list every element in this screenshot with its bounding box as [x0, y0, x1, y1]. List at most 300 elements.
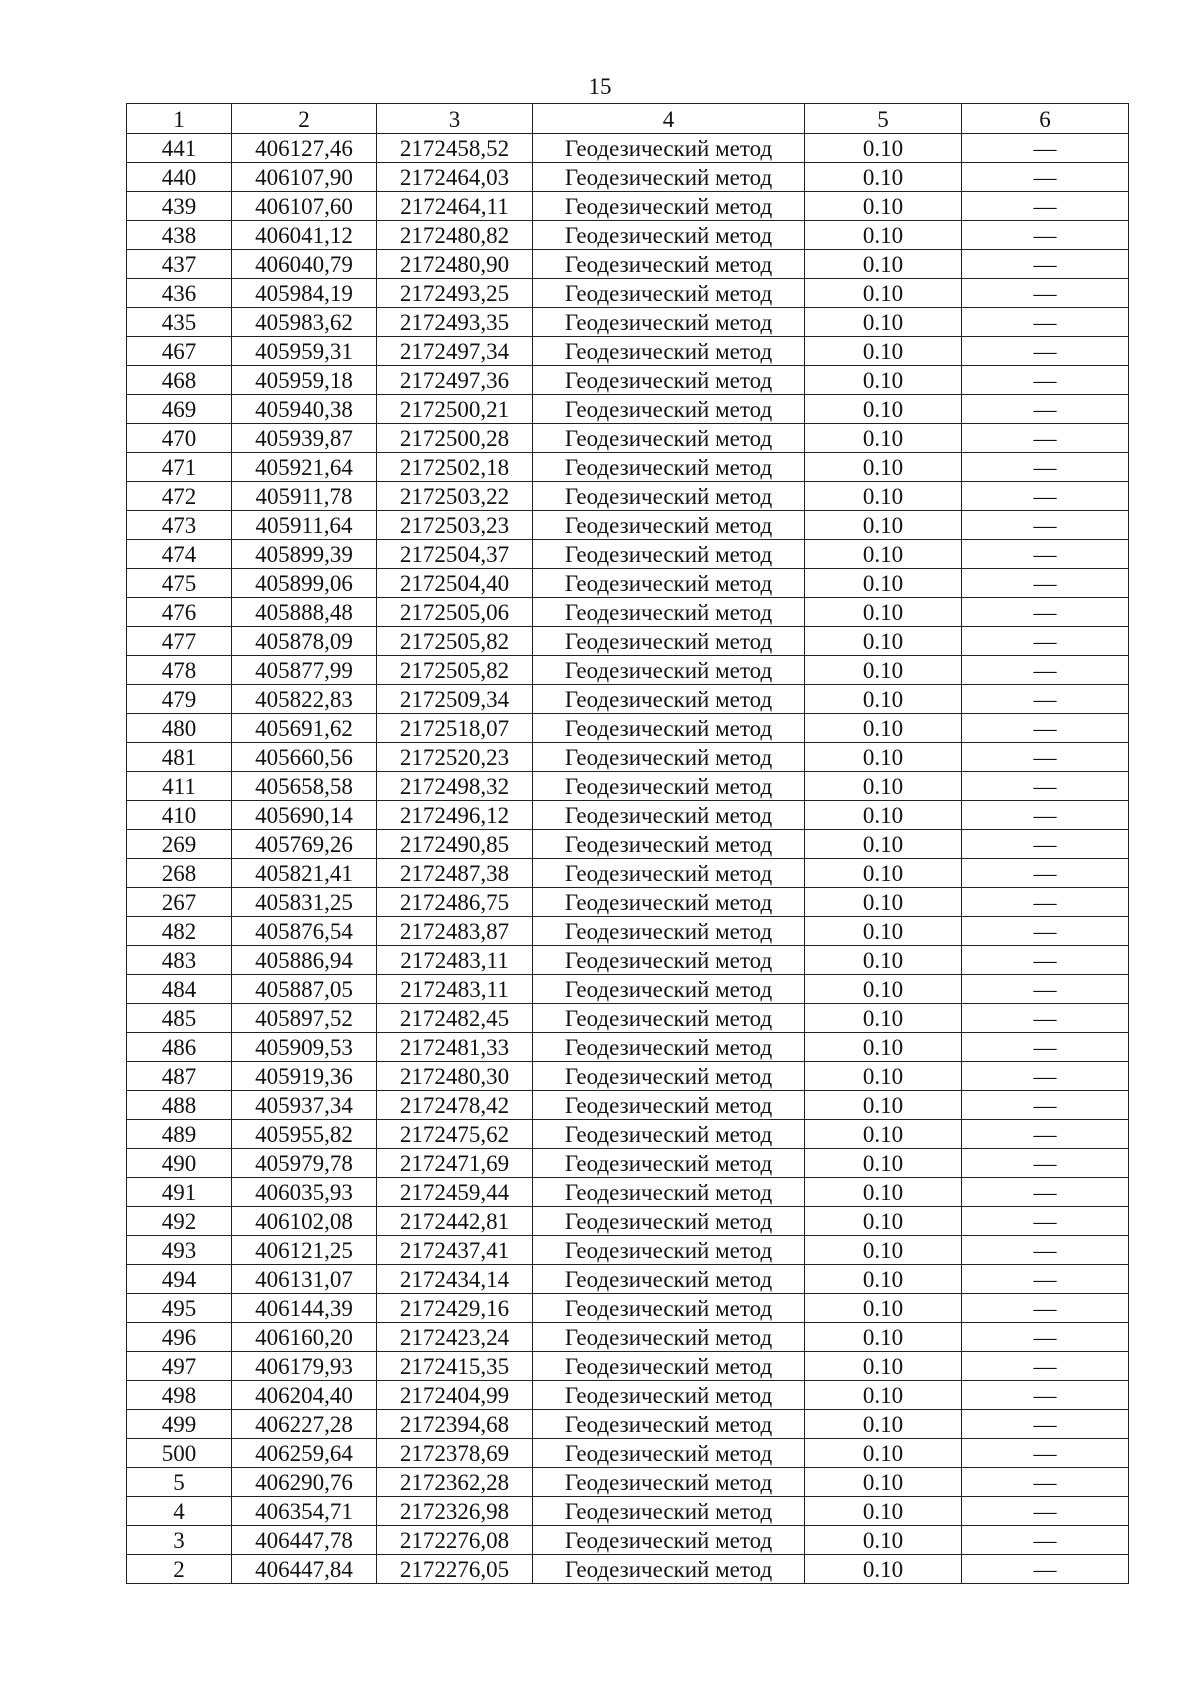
- note-cell: —: [962, 1410, 1129, 1439]
- accuracy-cell: 0.10: [805, 163, 962, 192]
- x-coordinate-cell: 405831,25: [232, 888, 377, 917]
- x-coordinate-cell: 405911,78: [232, 482, 377, 511]
- table-row: [127, 250, 1129, 279]
- table-header: [127, 104, 1129, 134]
- x-coordinate-cell: 405822,83: [232, 685, 377, 714]
- x-coordinate-cell: 405937,34: [232, 1091, 377, 1120]
- point-number-cell: 268: [127, 859, 232, 888]
- method-cell: Геодезический метод: [533, 1555, 805, 1584]
- table-row: [127, 888, 1129, 917]
- x-coordinate-cell: 406447,84: [232, 1555, 377, 1584]
- point-number-cell: 480: [127, 714, 232, 743]
- accuracy-cell: 0.10: [805, 917, 962, 946]
- y-coordinate-cell: 2172505,82: [377, 656, 533, 685]
- x-coordinate-cell: 405690,14: [232, 801, 377, 830]
- point-number-cell: 484: [127, 975, 232, 1004]
- method-cell: Геодезический метод: [533, 366, 805, 395]
- note-cell: —: [962, 1323, 1129, 1352]
- y-coordinate-cell: 2172378,69: [377, 1439, 533, 1468]
- x-coordinate-cell: 405821,41: [232, 859, 377, 888]
- table-row: [127, 279, 1129, 308]
- note-cell: —: [962, 1439, 1129, 1468]
- point-number-cell: 440: [127, 163, 232, 192]
- note-cell: —: [962, 279, 1129, 308]
- x-coordinate-cell: 405984,19: [232, 279, 377, 308]
- accuracy-cell: 0.10: [805, 888, 962, 917]
- point-number-cell: 467: [127, 337, 232, 366]
- y-coordinate-cell: 2172475,62: [377, 1120, 533, 1149]
- accuracy-cell: 0.10: [805, 1207, 962, 1236]
- table-row: [127, 917, 1129, 946]
- method-cell: Геодезический метод: [533, 540, 805, 569]
- accuracy-cell: 0.10: [805, 1294, 962, 1323]
- accuracy-cell: 0.10: [805, 830, 962, 859]
- table-row: [127, 1323, 1129, 1352]
- note-cell: —: [962, 1178, 1129, 1207]
- y-coordinate-cell: 2172480,82: [377, 221, 533, 250]
- point-number-cell: 469: [127, 395, 232, 424]
- y-coordinate-cell: 2172437,41: [377, 1236, 533, 1265]
- note-cell: —: [962, 946, 1129, 975]
- x-coordinate-cell: 406447,78: [232, 1526, 377, 1555]
- y-coordinate-cell: 2172496,12: [377, 801, 533, 830]
- point-number-cell: 474: [127, 540, 232, 569]
- y-coordinate-cell: 2172518,07: [377, 714, 533, 743]
- accuracy-cell: 0.10: [805, 337, 962, 366]
- header-cell-6: 6: [962, 104, 1129, 134]
- point-number-cell: 438: [127, 221, 232, 250]
- table-row: [127, 337, 1129, 366]
- accuracy-cell: 0.10: [805, 1497, 962, 1526]
- x-coordinate-cell: 406160,20: [232, 1323, 377, 1352]
- table-row: [127, 1091, 1129, 1120]
- y-coordinate-cell: 2172276,05: [377, 1555, 533, 1584]
- method-cell: Геодезический метод: [533, 250, 805, 279]
- x-coordinate-cell: 405939,87: [232, 424, 377, 453]
- y-coordinate-cell: 2172500,21: [377, 395, 533, 424]
- table-row: [127, 540, 1129, 569]
- point-number-cell: 497: [127, 1352, 232, 1381]
- accuracy-cell: 0.10: [805, 1062, 962, 1091]
- point-number-cell: 267: [127, 888, 232, 917]
- method-cell: Геодезический метод: [533, 743, 805, 772]
- method-cell: Геодезический метод: [533, 656, 805, 685]
- x-coordinate-cell: 406290,76: [232, 1468, 377, 1497]
- accuracy-cell: 0.10: [805, 134, 962, 163]
- method-cell: Геодезический метод: [533, 830, 805, 859]
- method-cell: Геодезический метод: [533, 859, 805, 888]
- note-cell: —: [962, 772, 1129, 801]
- header-cell-5: 5: [805, 104, 962, 134]
- note-cell: —: [962, 714, 1129, 743]
- x-coordinate-cell: 405886,94: [232, 946, 377, 975]
- table-row: [127, 801, 1129, 830]
- x-coordinate-cell: 405921,64: [232, 453, 377, 482]
- y-coordinate-cell: 2172276,08: [377, 1526, 533, 1555]
- point-number-cell: 476: [127, 598, 232, 627]
- point-number-cell: 483: [127, 946, 232, 975]
- point-number-cell: 487: [127, 1062, 232, 1091]
- accuracy-cell: 0.10: [805, 279, 962, 308]
- accuracy-cell: 0.10: [805, 453, 962, 482]
- method-cell: Геодезический метод: [533, 975, 805, 1004]
- y-coordinate-cell: 2172509,34: [377, 685, 533, 714]
- table-row: [127, 1555, 1129, 1584]
- note-cell: —: [962, 453, 1129, 482]
- accuracy-cell: 0.10: [805, 1033, 962, 1062]
- method-cell: Геодезический метод: [533, 1033, 805, 1062]
- y-coordinate-cell: 2172487,38: [377, 859, 533, 888]
- x-coordinate-cell: 406179,93: [232, 1352, 377, 1381]
- y-coordinate-cell: 2172481,33: [377, 1033, 533, 1062]
- point-number-cell: 489: [127, 1120, 232, 1149]
- table-row: [127, 395, 1129, 424]
- point-number-cell: 411: [127, 772, 232, 801]
- table-row: [127, 1294, 1129, 1323]
- y-coordinate-cell: 2172483,11: [377, 946, 533, 975]
- table-row: [127, 975, 1129, 1004]
- table-row: [127, 1468, 1129, 1497]
- y-coordinate-cell: 2172429,16: [377, 1294, 533, 1323]
- accuracy-cell: 0.10: [805, 540, 962, 569]
- method-cell: Геодезический метод: [533, 627, 805, 656]
- y-coordinate-cell: 2172464,03: [377, 163, 533, 192]
- accuracy-cell: 0.10: [805, 1381, 962, 1410]
- point-number-cell: 269: [127, 830, 232, 859]
- x-coordinate-cell: 405955,82: [232, 1120, 377, 1149]
- table-row: [127, 598, 1129, 627]
- y-coordinate-cell: 2172483,11: [377, 975, 533, 1004]
- x-coordinate-cell: 405911,64: [232, 511, 377, 540]
- note-cell: —: [962, 366, 1129, 395]
- point-number-cell: 473: [127, 511, 232, 540]
- point-number-cell: 500: [127, 1439, 232, 1468]
- point-number-cell: 3: [127, 1526, 232, 1555]
- y-coordinate-cell: 2172464,11: [377, 192, 533, 221]
- table-row: [127, 685, 1129, 714]
- note-cell: —: [962, 888, 1129, 917]
- point-number-cell: 493: [127, 1236, 232, 1265]
- x-coordinate-cell: 405691,62: [232, 714, 377, 743]
- note-cell: —: [962, 1468, 1129, 1497]
- table-row: [127, 1004, 1129, 1033]
- note-cell: —: [962, 975, 1129, 1004]
- point-number-cell: 477: [127, 627, 232, 656]
- y-coordinate-cell: 2172493,25: [377, 279, 533, 308]
- x-coordinate-cell: 405899,06: [232, 569, 377, 598]
- x-coordinate-cell: 405940,38: [232, 395, 377, 424]
- note-cell: —: [962, 917, 1129, 946]
- y-coordinate-cell: 2172459,44: [377, 1178, 533, 1207]
- accuracy-cell: 0.10: [805, 1555, 962, 1584]
- y-coordinate-cell: 2172505,06: [377, 598, 533, 627]
- note-cell: —: [962, 801, 1129, 830]
- method-cell: Геодезический метод: [533, 1178, 805, 1207]
- method-cell: Геодезический метод: [533, 134, 805, 163]
- note-cell: —: [962, 1062, 1129, 1091]
- point-number-cell: 468: [127, 366, 232, 395]
- point-number-cell: 471: [127, 453, 232, 482]
- header-cell-1: 1: [127, 104, 232, 134]
- method-cell: Геодезический метод: [533, 482, 805, 511]
- table-row: [127, 1236, 1129, 1265]
- note-cell: —: [962, 1352, 1129, 1381]
- method-cell: Геодезический метод: [533, 598, 805, 627]
- y-coordinate-cell: 2172482,45: [377, 1004, 533, 1033]
- accuracy-cell: 0.10: [805, 192, 962, 221]
- accuracy-cell: 0.10: [805, 511, 962, 540]
- accuracy-cell: 0.10: [805, 1323, 962, 1352]
- accuracy-cell: 0.10: [805, 366, 962, 395]
- method-cell: Геодезический метод: [533, 1265, 805, 1294]
- table-row: [127, 1033, 1129, 1062]
- point-number-cell: 2: [127, 1555, 232, 1584]
- accuracy-cell: 0.10: [805, 221, 962, 250]
- table-row: [127, 1062, 1129, 1091]
- y-coordinate-cell: 2172326,98: [377, 1497, 533, 1526]
- method-cell: Геодезический метод: [533, 569, 805, 598]
- table-row: [127, 1207, 1129, 1236]
- x-coordinate-cell: 405979,78: [232, 1149, 377, 1178]
- accuracy-cell: 0.10: [805, 743, 962, 772]
- table-row: [127, 192, 1129, 221]
- note-cell: —: [962, 1033, 1129, 1062]
- note-cell: —: [962, 1381, 1129, 1410]
- method-cell: Геодезический метод: [533, 1294, 805, 1323]
- accuracy-cell: 0.10: [805, 859, 962, 888]
- table-row: [127, 1497, 1129, 1526]
- accuracy-cell: 0.10: [805, 482, 962, 511]
- point-number-cell: 5: [127, 1468, 232, 1497]
- coordinates-table: [126, 103, 1129, 1584]
- note-cell: —: [962, 540, 1129, 569]
- note-cell: —: [962, 1149, 1129, 1178]
- x-coordinate-cell: 406107,90: [232, 163, 377, 192]
- method-cell: Геодезический метод: [533, 1497, 805, 1526]
- note-cell: —: [962, 569, 1129, 598]
- y-coordinate-cell: 2172480,90: [377, 250, 533, 279]
- x-coordinate-cell: 406035,93: [232, 1178, 377, 1207]
- x-coordinate-cell: 406144,39: [232, 1294, 377, 1323]
- point-number-cell: 486: [127, 1033, 232, 1062]
- y-coordinate-cell: 2172503,22: [377, 482, 533, 511]
- point-number-cell: 441: [127, 134, 232, 163]
- point-number-cell: 410: [127, 801, 232, 830]
- method-cell: Геодезический метод: [533, 221, 805, 250]
- point-number-cell: 479: [127, 685, 232, 714]
- x-coordinate-cell: 405877,99: [232, 656, 377, 685]
- y-coordinate-cell: 2172362,28: [377, 1468, 533, 1497]
- method-cell: Геодезический метод: [533, 1091, 805, 1120]
- note-cell: —: [962, 830, 1129, 859]
- point-number-cell: 490: [127, 1149, 232, 1178]
- y-coordinate-cell: 2172503,23: [377, 511, 533, 540]
- method-cell: Геодезический метод: [533, 1149, 805, 1178]
- method-cell: Геодезический метод: [533, 714, 805, 743]
- table-row: [127, 511, 1129, 540]
- x-coordinate-cell: 405658,58: [232, 772, 377, 801]
- y-coordinate-cell: 2172404,99: [377, 1381, 533, 1410]
- point-number-cell: 481: [127, 743, 232, 772]
- table-row: [127, 1381, 1129, 1410]
- accuracy-cell: 0.10: [805, 308, 962, 337]
- accuracy-cell: 0.10: [805, 1149, 962, 1178]
- note-cell: —: [962, 511, 1129, 540]
- table-row: [127, 569, 1129, 598]
- point-number-cell: 436: [127, 279, 232, 308]
- note-cell: —: [962, 308, 1129, 337]
- y-coordinate-cell: 2172458,52: [377, 134, 533, 163]
- y-coordinate-cell: 2172471,69: [377, 1149, 533, 1178]
- x-coordinate-cell: 405876,54: [232, 917, 377, 946]
- x-coordinate-cell: 405959,18: [232, 366, 377, 395]
- x-coordinate-cell: 406121,25: [232, 1236, 377, 1265]
- y-coordinate-cell: 2172486,75: [377, 888, 533, 917]
- note-cell: —: [962, 1004, 1129, 1033]
- method-cell: Геодезический метод: [533, 1526, 805, 1555]
- note-cell: —: [962, 482, 1129, 511]
- y-coordinate-cell: 2172500,28: [377, 424, 533, 453]
- x-coordinate-cell: 405897,52: [232, 1004, 377, 1033]
- accuracy-cell: 0.10: [805, 1178, 962, 1207]
- y-coordinate-cell: 2172498,32: [377, 772, 533, 801]
- method-cell: Геодезический метод: [533, 424, 805, 453]
- point-number-cell: 494: [127, 1265, 232, 1294]
- point-number-cell: 492: [127, 1207, 232, 1236]
- note-cell: —: [962, 1207, 1129, 1236]
- x-coordinate-cell: 405983,62: [232, 308, 377, 337]
- table-row: [127, 627, 1129, 656]
- accuracy-cell: 0.10: [805, 946, 962, 975]
- method-cell: Геодезический метод: [533, 685, 805, 714]
- table-row: [127, 656, 1129, 685]
- table-row: [127, 859, 1129, 888]
- x-coordinate-cell: 406354,71: [232, 1497, 377, 1526]
- table-row: [127, 1439, 1129, 1468]
- y-coordinate-cell: 2172434,14: [377, 1265, 533, 1294]
- y-coordinate-cell: 2172480,30: [377, 1062, 533, 1091]
- x-coordinate-cell: 405888,48: [232, 598, 377, 627]
- accuracy-cell: 0.10: [805, 250, 962, 279]
- note-cell: —: [962, 221, 1129, 250]
- method-cell: Геодезический метод: [533, 1236, 805, 1265]
- accuracy-cell: 0.10: [805, 656, 962, 685]
- method-cell: Геодезический метод: [533, 1439, 805, 1468]
- note-cell: —: [962, 424, 1129, 453]
- accuracy-cell: 0.10: [805, 1265, 962, 1294]
- point-number-cell: 4: [127, 1497, 232, 1526]
- accuracy-cell: 0.10: [805, 1120, 962, 1149]
- table-body: [127, 134, 1129, 1584]
- table-row: [127, 946, 1129, 975]
- note-cell: —: [962, 656, 1129, 685]
- accuracy-cell: 0.10: [805, 1439, 962, 1468]
- method-cell: Геодезический метод: [533, 1062, 805, 1091]
- point-number-cell: 498: [127, 1381, 232, 1410]
- accuracy-cell: 0.10: [805, 685, 962, 714]
- table-row: [127, 1178, 1129, 1207]
- method-cell: Геодезический метод: [533, 917, 805, 946]
- x-coordinate-cell: 406127,46: [232, 134, 377, 163]
- header-cell-4: 4: [533, 104, 805, 134]
- point-number-cell: 437: [127, 250, 232, 279]
- table-row: [127, 1352, 1129, 1381]
- y-coordinate-cell: 2172394,68: [377, 1410, 533, 1439]
- accuracy-cell: 0.10: [805, 1352, 962, 1381]
- x-coordinate-cell: 405909,53: [232, 1033, 377, 1062]
- method-cell: Геодезический метод: [533, 1004, 805, 1033]
- y-coordinate-cell: 2172497,36: [377, 366, 533, 395]
- x-coordinate-cell: 406107,60: [232, 192, 377, 221]
- y-coordinate-cell: 2172478,42: [377, 1091, 533, 1120]
- y-coordinate-cell: 2172520,23: [377, 743, 533, 772]
- x-coordinate-cell: 405660,56: [232, 743, 377, 772]
- note-cell: —: [962, 1294, 1129, 1323]
- table-row: [127, 221, 1129, 250]
- table-row: [127, 163, 1129, 192]
- point-number-cell: 488: [127, 1091, 232, 1120]
- header-cell-2: 2: [232, 104, 377, 134]
- accuracy-cell: 0.10: [805, 1091, 962, 1120]
- method-cell: Геодезический метод: [533, 1207, 805, 1236]
- table-row: [127, 714, 1129, 743]
- note-cell: —: [962, 163, 1129, 192]
- table-row: [127, 830, 1129, 859]
- method-cell: Геодезический метод: [533, 888, 805, 917]
- method-cell: Геодезический метод: [533, 1468, 805, 1497]
- accuracy-cell: 0.10: [805, 1004, 962, 1033]
- y-coordinate-cell: 2172493,35: [377, 308, 533, 337]
- x-coordinate-cell: 405919,36: [232, 1062, 377, 1091]
- method-cell: Геодезический метод: [533, 1352, 805, 1381]
- note-cell: —: [962, 192, 1129, 221]
- method-cell: Геодезический метод: [533, 395, 805, 424]
- x-coordinate-cell: 406040,79: [232, 250, 377, 279]
- note-cell: —: [962, 1236, 1129, 1265]
- accuracy-cell: 0.10: [805, 801, 962, 830]
- point-number-cell: 470: [127, 424, 232, 453]
- accuracy-cell: 0.10: [805, 975, 962, 1004]
- y-coordinate-cell: 2172483,87: [377, 917, 533, 946]
- method-cell: Геодезический метод: [533, 801, 805, 830]
- table-row: [127, 772, 1129, 801]
- method-cell: Геодезический метод: [533, 1410, 805, 1439]
- accuracy-cell: 0.10: [805, 424, 962, 453]
- table-row: [127, 134, 1129, 163]
- point-number-cell: 472: [127, 482, 232, 511]
- method-cell: Геодезический метод: [533, 1381, 805, 1410]
- note-cell: —: [962, 1120, 1129, 1149]
- note-cell: —: [962, 134, 1129, 163]
- note-cell: —: [962, 598, 1129, 627]
- note-cell: —: [962, 1555, 1129, 1584]
- table-row: [127, 1120, 1129, 1149]
- note-cell: —: [962, 1091, 1129, 1120]
- point-number-cell: 478: [127, 656, 232, 685]
- y-coordinate-cell: 2172490,85: [377, 830, 533, 859]
- table-row: [127, 1149, 1129, 1178]
- y-coordinate-cell: 2172423,24: [377, 1323, 533, 1352]
- method-cell: Геодезический метод: [533, 453, 805, 482]
- note-cell: —: [962, 337, 1129, 366]
- point-number-cell: 435: [127, 308, 232, 337]
- accuracy-cell: 0.10: [805, 1468, 962, 1497]
- x-coordinate-cell: 406227,28: [232, 1410, 377, 1439]
- x-coordinate-cell: 405899,39: [232, 540, 377, 569]
- x-coordinate-cell: 405887,05: [232, 975, 377, 1004]
- accuracy-cell: 0.10: [805, 1526, 962, 1555]
- table-row: [127, 1265, 1129, 1294]
